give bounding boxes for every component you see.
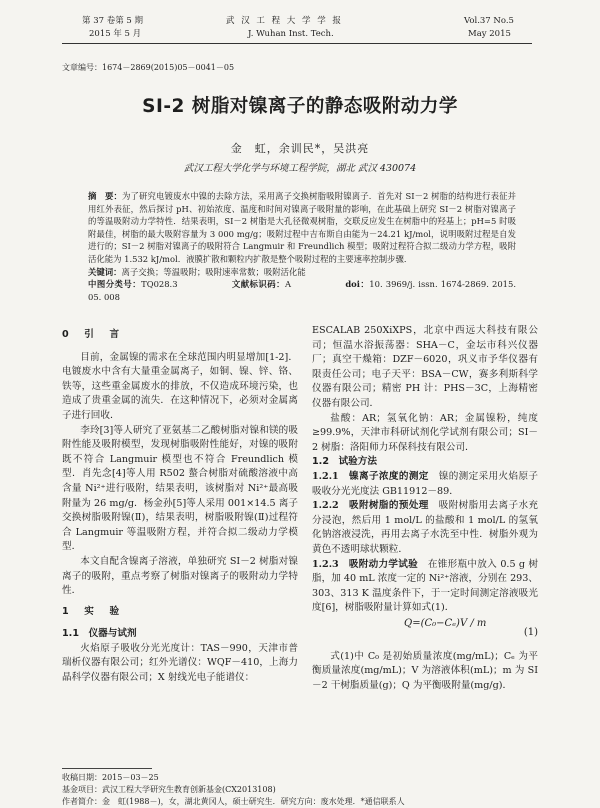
intro-paragraph-3: 本文自配含镍离子溶液，单独研究 SI－2 树脂对镍离子的吸附，重点考察了树脂对镍离子的吸附动力学特性． <box>62 555 298 597</box>
header-rule <box>62 43 532 44</box>
section-heading-intro: 0 引 言 <box>62 329 123 340</box>
method-kinetics-heading: 1.2.3 吸附动力学试验 <box>312 558 418 570</box>
instruments-paragraph: 火焰原子吸收分光光度计：TAS－990，天津市普瑞析仪器有限公司；红外光谱仪：WQF－410，上海力晶科学仪器有限公司；X 射线光电子能谱仪： <box>62 642 298 684</box>
abstract-text: 为了研究电镀废水中镍的去除方法，采用离子交换树脂吸附镍离子．首先对 SI－2 树脂的结构进行表征并用红外表征，然后探讨 pH、初始浓度、温度和时间对镍离子吸附量的影响，在此基础上研究 SI－2 树脂对镍离子的等温吸附动力学特性．结果表明，SI－2 树脂是大孔径微观树脂，交联反应发生在树脂中的羟基上；pH=5 时吸附最佳，树脂的最大吸附容量为 3 000 mg/g；吸附过程中吉布斯自由能为－24.21 kJ/mol，说明吸附过程是自发进行的；SI－2 树脂对镍离子的吸附符合 Langmuir 和 Freundlich 模型；吸附过程符合拟二级动力学方程，吸附活化能为 1.532 kJ/mol．液膜扩散和颗粒内扩散是整个吸附过程的主要速率控制步骤． <box>88 191 516 264</box>
abstract-label: 摘 要： <box>88 191 123 201</box>
method-pretreatment-text: 吸附树脂用去离子水充分浸泡，然后用 1 mol/L 的盐酸和 1 mol/L 的氢氧化钠溶液浸洗，再用去离子水洗至中性．树脂外观为黄色不透明球状颗粒． <box>312 500 538 555</box>
equation-explanation: 式(1)中 C₀ 是初始质量浓度(mg/mL)；Cₑ 为平衡质量浓度(mg/mL)；V 为溶液体积(mL)；m 为 SI－2 干树脂质量(g)；Q 为平衡吸附量(mg/g)． <box>312 650 538 692</box>
right-column <box>312 324 538 694</box>
equation-1 <box>312 618 538 648</box>
header-date-en: May 2015 <box>468 29 511 39</box>
header-volume-en: Vol.37 No.5 <box>464 16 514 26</box>
affiliation: 武汉工程大学化学与环境工程学院，湖北 武汉 430074 <box>183 163 417 174</box>
footnote-received: 收稿日期：2015－03－25 <box>62 773 159 782</box>
doc-code-label: 文献标识码： <box>231 279 285 290</box>
paper-title: SI-2 树脂对镍离子的静态吸附动力学 <box>142 96 458 117</box>
intro-paragraph-1: 目前，金属镍的需求在全球范围内明显增加[1-2]．电镀废水中含有大量重金属离子，如铜、镍、锌、铬、铁等，这些重金属废水的排放，不仅造成环境污染，也造成了贵重金属的流失．在这种情况下，必须对金属离子进行回收． <box>62 351 298 421</box>
keywords-label: 关键词： <box>88 266 122 277</box>
clc-label: 中图分类号： <box>88 279 142 290</box>
footnote-rule <box>62 768 152 769</box>
subsection-heading-methods: 1.2 试验方法 <box>312 456 377 468</box>
subsection-heading-instruments: 1.1 仪器与试剂 <box>62 628 137 640</box>
reagents-paragraph: 盐酸：AR；氢氧化钠：AR；金属镍粉，纯度≥99.9%，天津市科研试剂化学试剂有限公司；SI－2 树脂：洛阳师力环保科技有限公司． <box>312 412 538 453</box>
method-nickel-measurement-heading: 1.2.1 镍离子浓度的测定 <box>312 470 429 482</box>
header-journal-abbrev: J. Wuhan Inst. Tech. <box>248 29 334 39</box>
doc-code: A <box>284 279 292 290</box>
header-volume: 第 37 卷第 5 期 <box>82 16 144 26</box>
method-pretreatment-heading: 1.2.2 吸附树脂的预处理 <box>312 500 429 512</box>
clc-number: TQ028.3 <box>141 279 178 290</box>
keywords-text: 离子交换；等温吸附；吸附速率常数；吸附活化能 <box>121 266 306 277</box>
instruments-continued: ESCALAB 250XiXPS，北京中西远大科技有限公司；恒温水浴振荡器：SHA－C，金坛市科兴仪器厂；真空干燥箱：DZF－6020，巩义市予华仪器有限责任公司；电子天平：BSA－CW，赛多利斯科学仪器有限公司；精密 PH 计：PHS－3C，上海精密仪器有限公司． <box>312 325 538 409</box>
footnote-author: 作者简介：金 虹(1988－)，女，湖北黄冈人，硕士研究生．研究方向：废水处理．*通信联系人 <box>62 797 405 806</box>
intro-paragraph-2: 李玲[3]等人研究了亚氨基二乙酸树脂对镍和镁的吸附性能及吸附模型，发现树脂吸附性能好，对镍的吸附既不符合 Langmuir 模型也不符合 Freundlich 模型．肖先念[4]等人用 R502 螯合树脂对硫酸溶液中高含量 Ni²⁺进行吸附，结果表明，该树脂对 Ni²⁺最高吸附量为 26 mg/g．杨金孙[5]等人采用 001×14.5 离子交换树脂吸附镍(Ⅱ)，结果表明，树脂吸附镍(Ⅱ)过程符合 Langmuir 等温吸附方程，并符合拟二级动力学模型． <box>62 424 298 553</box>
method-nickel-measurement-text: 镍的测定采用火焰原子吸收分光光度法 GB11912－89． <box>312 470 538 497</box>
left-column <box>62 322 298 686</box>
doi-label: doi： <box>345 279 370 290</box>
abstract-block <box>88 190 516 303</box>
footnote-fund: 基金项目：武汉工程大学研究生教育创新基金(CX2013108) <box>62 785 276 794</box>
doi: 10. 3969/j. issn. 1674-2869. 2015. 05. 008 <box>88 279 516 302</box>
method-pretreatment <box>312 499 538 557</box>
equation-1-number: (1) <box>523 626 538 638</box>
header-journal-name: 武 汉 工 程 大 学 学 报 <box>226 16 343 26</box>
method-nickel-measurement <box>312 470 538 499</box>
section-heading-experiment: 1 实 验 <box>62 605 123 617</box>
header-date: 2015 年 5 月 <box>89 29 142 39</box>
article-id: 文章编号：1674－2869(2015)05－0041－05 <box>62 63 235 72</box>
authors: 金 虹，余训民*，吴洪亮 <box>230 142 370 155</box>
method-kinetics-text: 在锥形瓶中放入 0.5 g 树脂，加 40 mL 浓度一定的 Ni²⁺溶液，分别在 293、303、313 K 温度条件下，于一定时间测定溶液吸光度[6]，树脂吸附量计算如式(1)． <box>312 558 538 614</box>
method-kinetics <box>312 558 538 616</box>
equation-1-formula: Q=(C₀−Cₑ)V / m <box>404 617 487 629</box>
